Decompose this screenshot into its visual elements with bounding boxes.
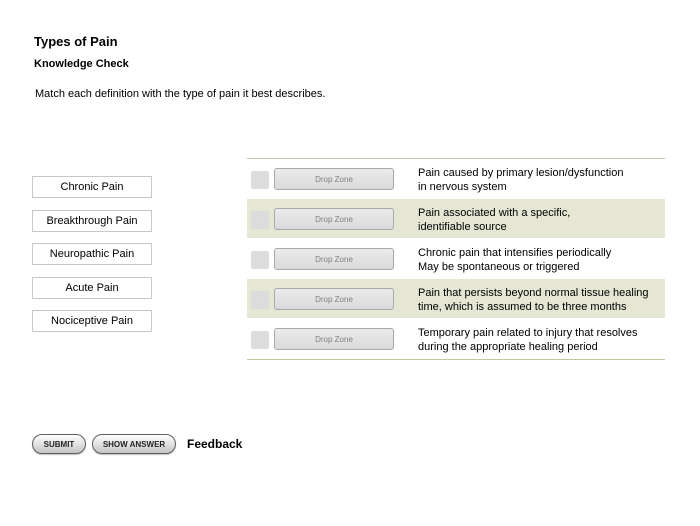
answer-indicator xyxy=(251,251,269,269)
definition-line: Pain associated with a specific, xyxy=(418,207,571,219)
definition-line: during the appropriate healing period xyxy=(418,341,598,353)
submit-button[interactable]: SUBMIT xyxy=(32,434,86,454)
match-row xyxy=(247,159,665,199)
answer-indicator xyxy=(251,291,269,309)
instructions-text: Match each definition with the type of pain it best describes. xyxy=(35,88,326,100)
drop-zone[interactable]: Drop Zone xyxy=(274,288,394,310)
option-acute-pain[interactable]: Acute Pain xyxy=(32,277,152,299)
definition-line: Temporary pain related to injury that resolves xyxy=(418,327,638,339)
match-row xyxy=(247,199,665,239)
match-row xyxy=(247,279,665,319)
definition-text xyxy=(418,246,663,274)
answer-indicator xyxy=(251,171,269,189)
definition-line: Chronic pain that intensifies periodically xyxy=(418,247,612,259)
drop-zone[interactable]: Drop Zone xyxy=(274,208,394,230)
feedback-label: Feedback xyxy=(187,437,243,451)
definition-text xyxy=(418,286,663,314)
option-nociceptive-pain[interactable]: Nociceptive Pain xyxy=(32,310,152,332)
definition-line: Pain caused by primary lesion/dysfunction xyxy=(418,167,624,179)
definition-line: Pain that persists beyond normal tissue healing xyxy=(418,287,649,299)
option-neuropathic-pain[interactable]: Neuropathic Pain xyxy=(32,243,152,265)
option-chronic-pain[interactable]: Chronic Pain xyxy=(32,176,152,198)
answer-indicator xyxy=(251,331,269,349)
match-row xyxy=(247,319,665,360)
answer-indicator xyxy=(251,211,269,229)
definition-text xyxy=(418,166,663,194)
page-subtitle: Knowledge Check xyxy=(34,58,129,70)
drop-zone[interactable]: Drop Zone xyxy=(274,168,394,190)
option-breakthrough-pain[interactable]: Breakthrough Pain xyxy=(32,210,152,232)
definition-text xyxy=(418,326,663,354)
drop-zone[interactable]: Drop Zone xyxy=(274,328,394,350)
definition-line: in nervous system xyxy=(418,181,507,193)
definition-text xyxy=(418,206,663,234)
definition-line: identifiable source xyxy=(418,221,507,233)
drop-zone[interactable]: Drop Zone xyxy=(274,248,394,270)
match-row xyxy=(247,239,665,279)
page-title: Types of Pain xyxy=(34,34,118,49)
show-answer-button[interactable]: SHOW ANSWER xyxy=(92,434,176,454)
match-table xyxy=(247,158,665,360)
definition-line: May be spontaneous or triggered xyxy=(418,261,580,273)
definition-line: time, which is assumed to be three months xyxy=(418,301,627,313)
